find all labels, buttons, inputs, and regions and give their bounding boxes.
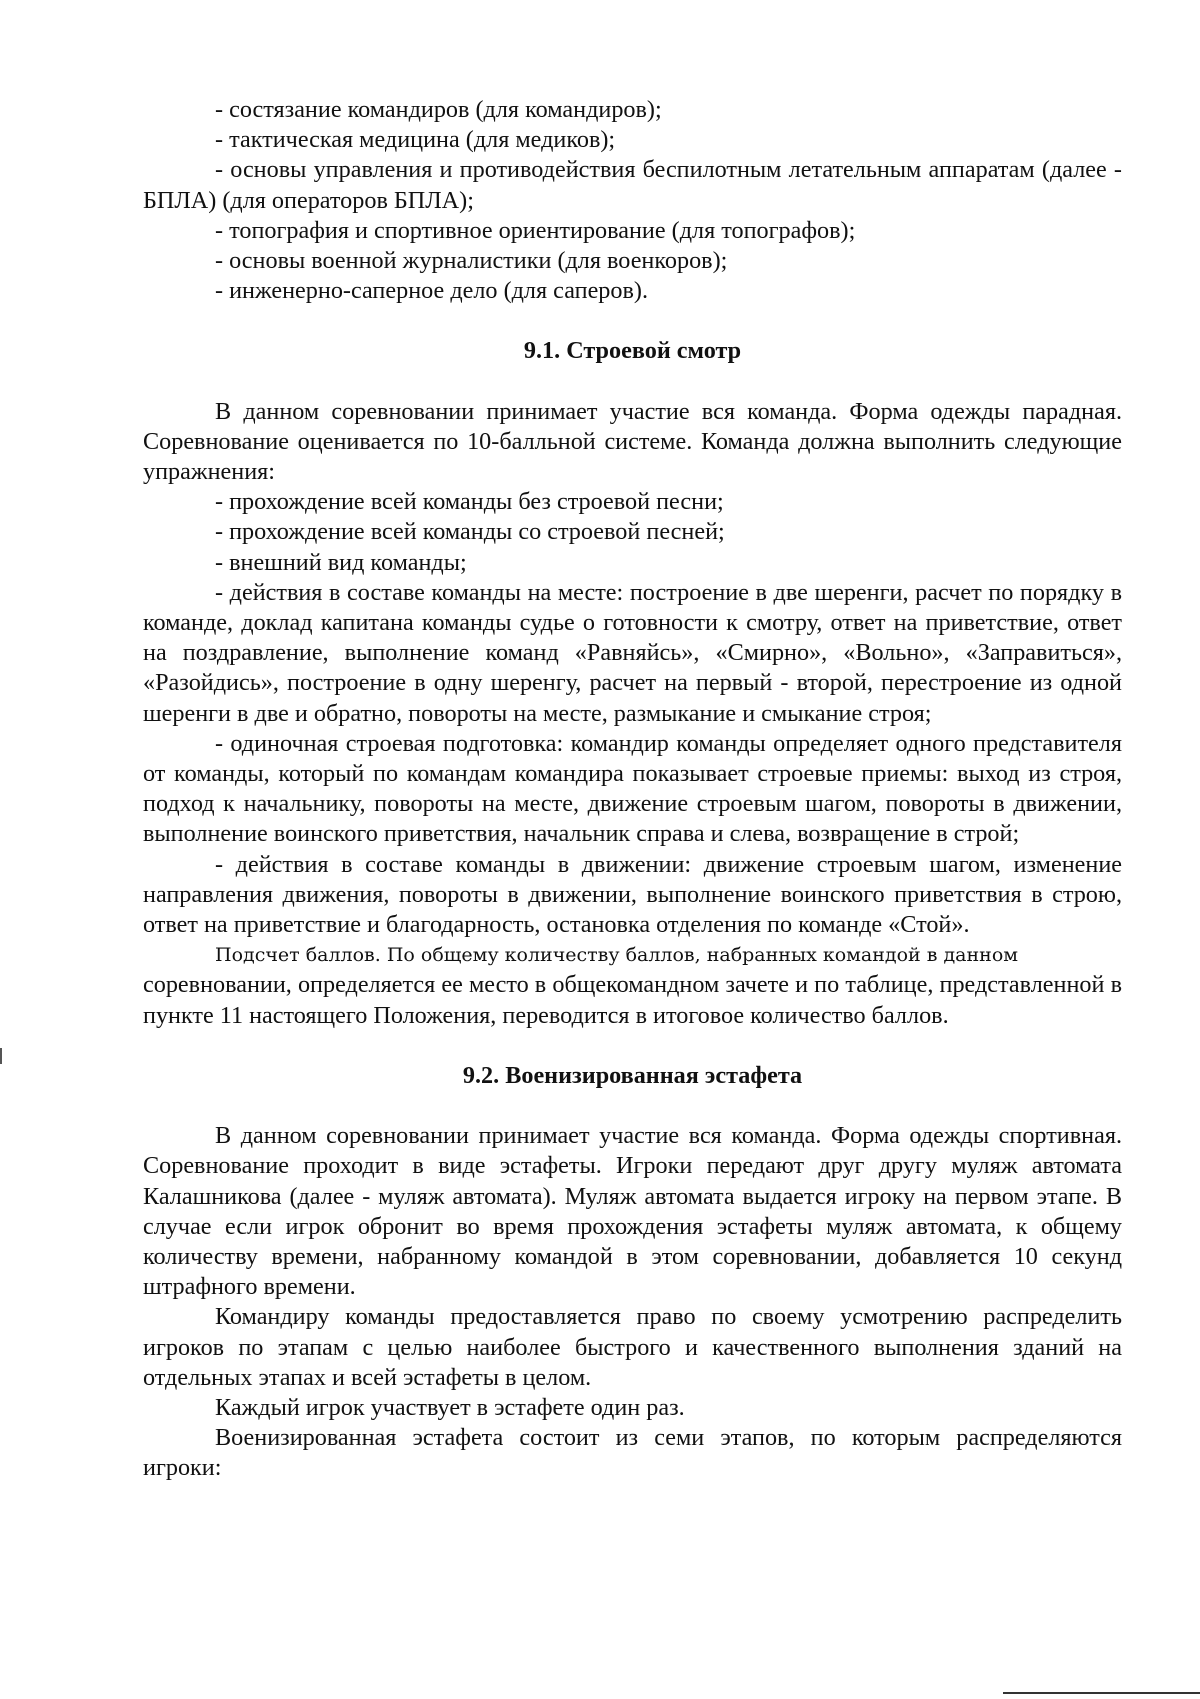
list-item: - прохождение всей команды без строевой песни; xyxy=(215,488,724,516)
list-item: - действия в составе команды на месте: построение в две шеренги, расчет по порядку в команде, доклад капитана команды судье о готовности к смотру, ответ на приветствие, ответ на поздравление, выполнение команд «Равняйсь», «Смирно», «Вольно», «Заправиться», «Разойдись», построение в одну шеренгу, расчет на первый - второй, перестроение из одной шеренги в две и обратно, повороты на месте, размыкание и смыкание строя; xyxy=(143,578,1122,727)
scan-edge-mark xyxy=(0,1048,2,1064)
list-item: - основы военной журналистики (для военкоров); xyxy=(215,247,728,275)
list-item: - основы управления и противодействия беспилотным летательным аппаратам (далее - БПЛА) (для операторов БПЛА); xyxy=(143,156,1122,214)
section-heading-9-1: 9.1. Строевой смотр xyxy=(523,337,742,365)
paragraph: Командиру команды предоставляется право по своему усмотрению распределить игроков по этапам с целью наиболее быстрого и качественного выполнения зданий на отдельных этапах и всей эстафеты в целом. xyxy=(143,1303,1122,1391)
document-body xyxy=(143,95,1122,1484)
list-item: - инженерно-саперное дело (для саперов). xyxy=(215,277,649,305)
list-item: - топография и спортивное ориентирование (для топографов); xyxy=(215,216,856,244)
list-item: - прохождение всей команды со строевой песней; xyxy=(215,518,725,546)
scoring-first-line: Подсчет баллов. По общему количеству баллов, набранных командой в данном xyxy=(215,944,1019,967)
paragraph: В данном соревновании принимает участие вся команда. Форма одежды спортивная. Соревнование проходит в виде эстафеты. Игроки передают друг другу муляж автомата Калашникова (далее - муляж автомата). Муляж автомата выдается игроку на первом этапе. В случае если игрок обронит во время прохождения эстафеты муляж автомата, к общему количеству времени, набранному командой в этом соревновании, добавляется 10 секунд штрафного времени. xyxy=(143,1122,1122,1301)
section-9-1-intro: В данном соревновании принимает участие вся команда. Форма одежды парадная. Соревнование оценивается по 10-балльной системе. Команда должна выполнить следующие упражнения: xyxy=(143,397,1122,486)
list-item: - внешний вид команды; xyxy=(215,548,467,576)
paragraph: Каждый игрок участвует в эстафете один раз. xyxy=(215,1393,685,1421)
list-item: - действия в составе команды в движении: движение строевым шагом, изменение направления движения, повороты в движении, выполнение воинского приветствия в строю, ответ на приветствие и благодарность, остановка отделения по команде «Стой». xyxy=(143,850,1122,939)
list-item: - одиночная строевая подготовка: командир команды определяет одного представителя от команды, который по командам командира показывает строевые приемы: выход из строя, подход к начальнику, повороты на месте, движение строевым шагом, повороты в движении, выполнение воинского приветствия, начальник справа и слева, возвращение в строй; xyxy=(143,729,1122,848)
list-item: - состязание командиров (для командиров); xyxy=(215,96,662,123)
paragraph: Военизированная эстафета состоит из семи этапов, по которым распределяются игроки: xyxy=(143,1424,1122,1482)
scan-corner-line xyxy=(1003,1692,1200,1694)
section-heading-9-2: 9.2. Военизированная эстафета xyxy=(462,1061,803,1089)
list-item: - тактическая медицина (для медиков); xyxy=(215,126,616,154)
scoring-text: соревновании, определяется ее место в общекомандном зачете и по таблице, представленной в пункте 11 настоящего Положения, переводится в итоговое количество баллов. xyxy=(143,971,1122,1029)
